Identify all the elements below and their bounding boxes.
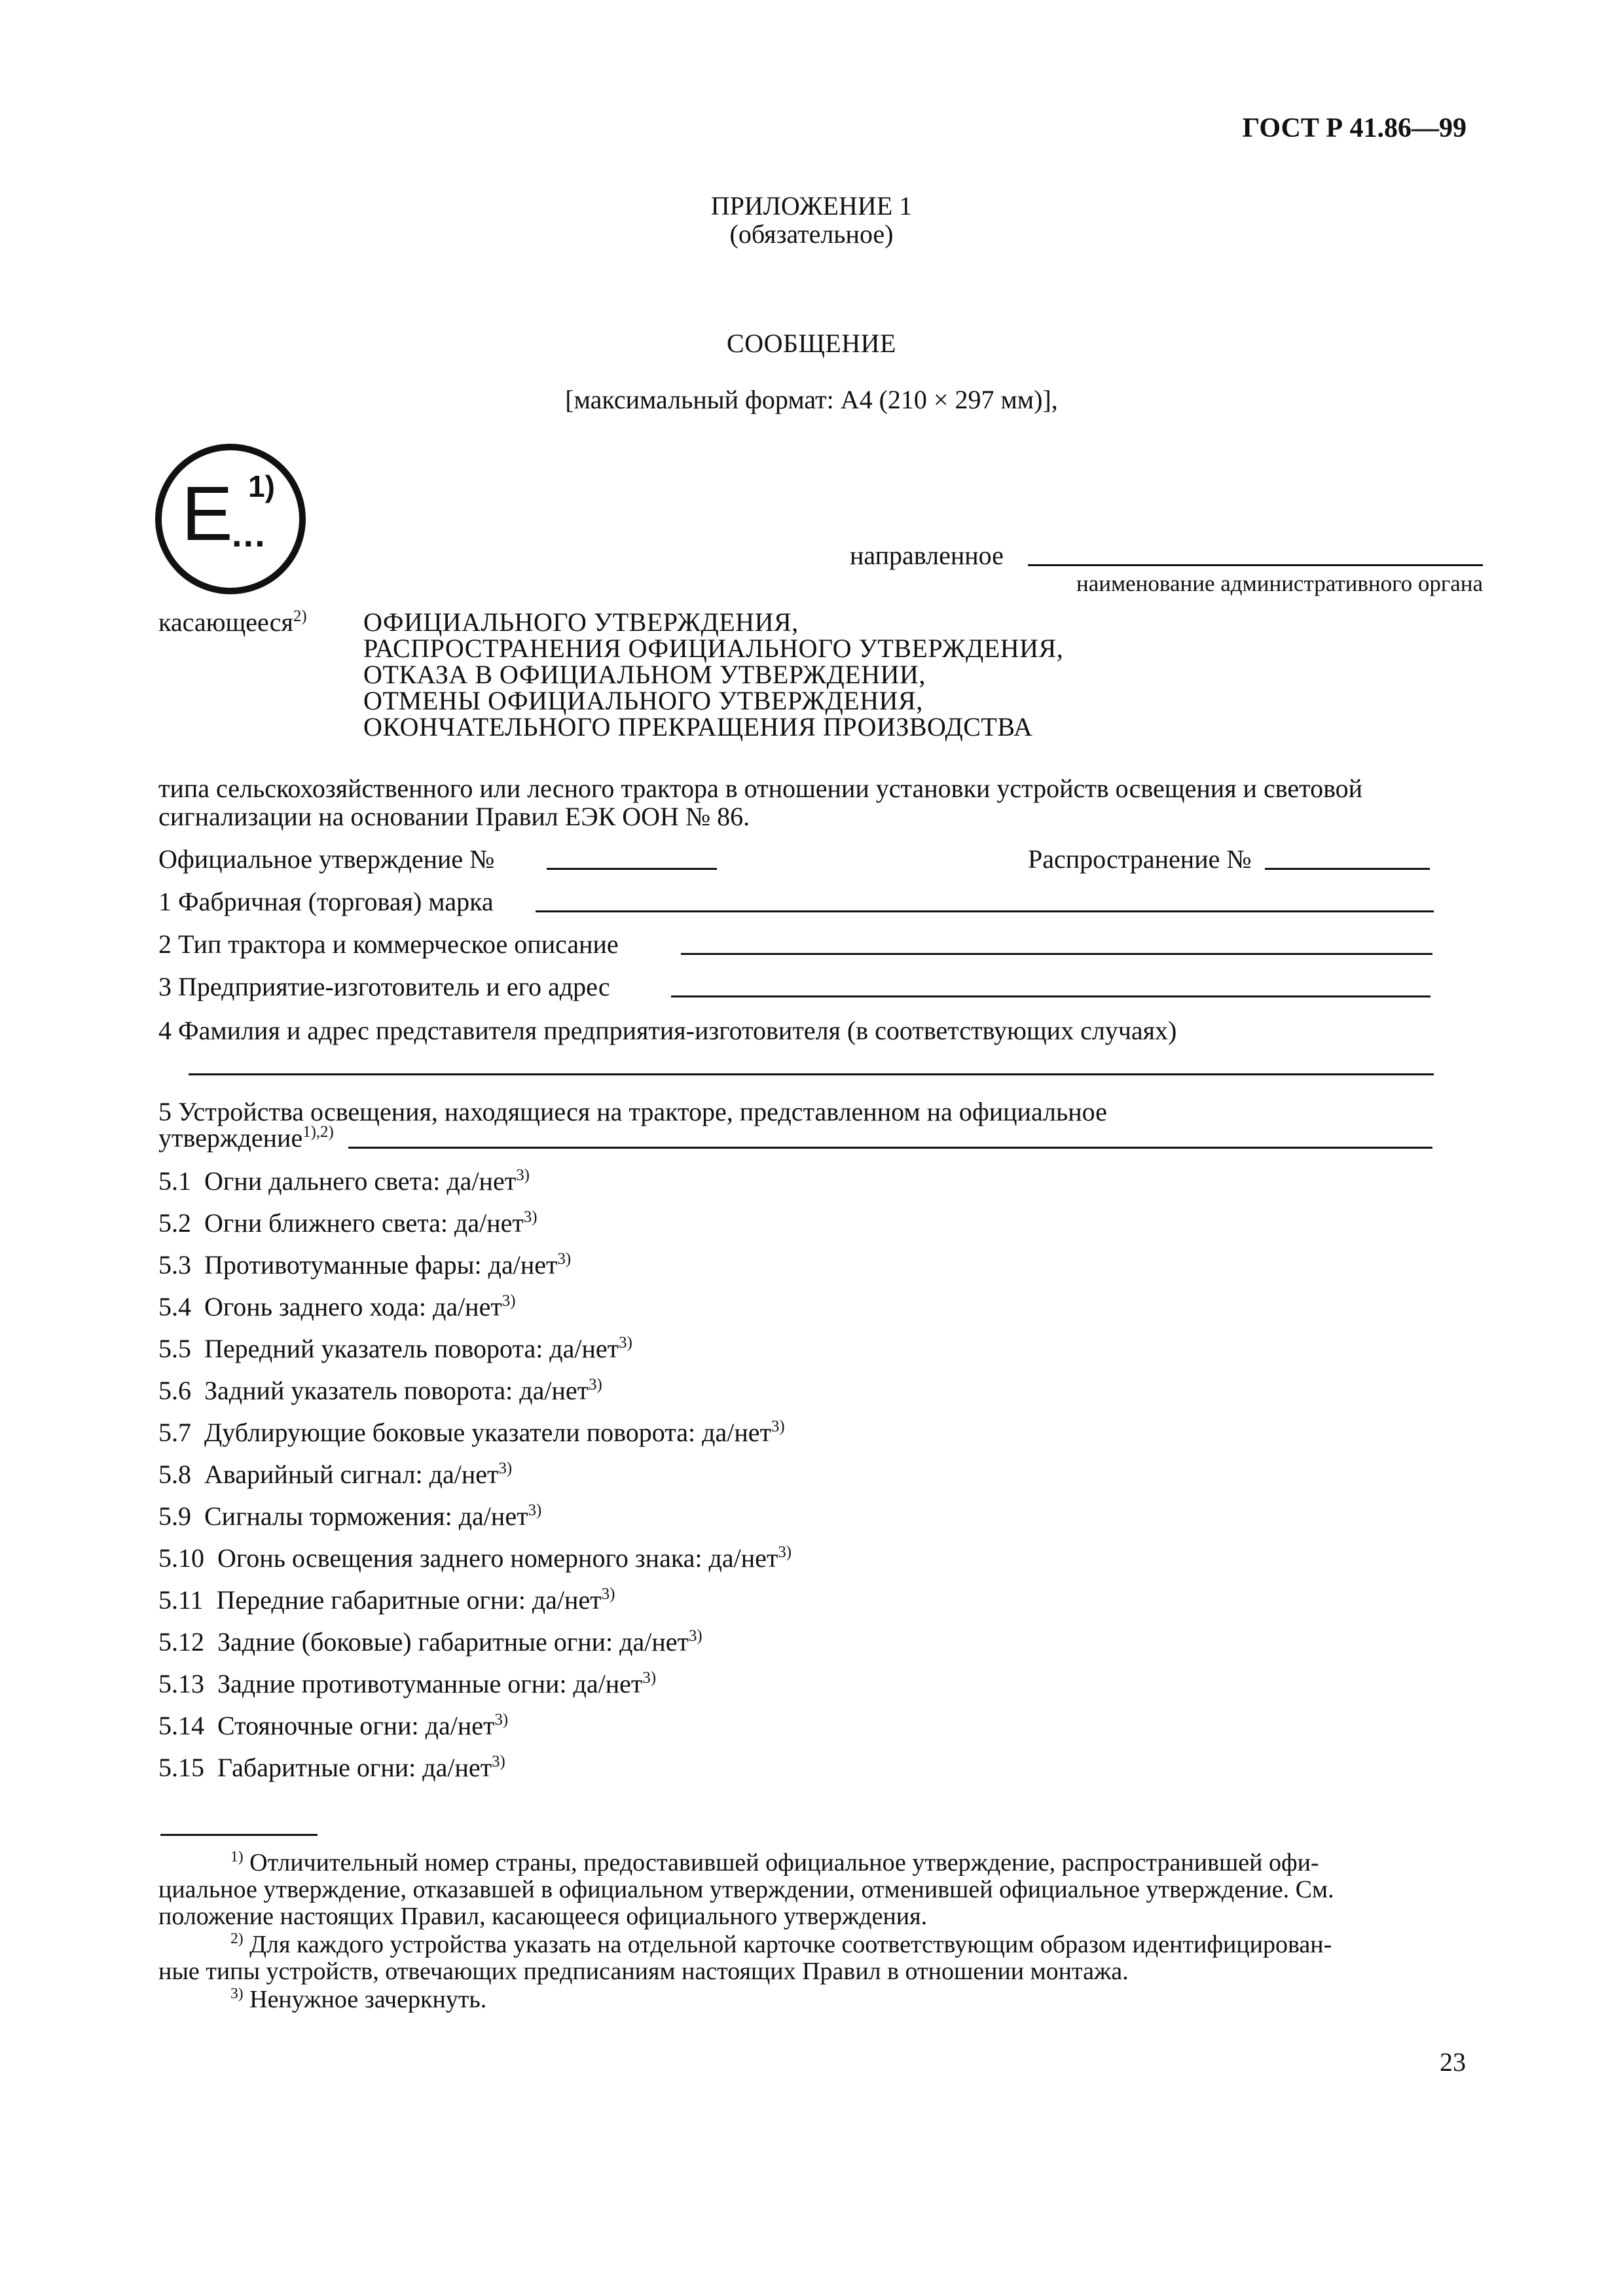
concerning-item-approval: ОФИЦИАЛЬНОГО УТВЕРЖДЕНИЯ, [363, 607, 799, 637]
concerning-footnote-ref: 2) [293, 607, 307, 626]
field-trade-name-label: 1 Фабричная (торговая) марка [158, 887, 494, 916]
field-representative-input[interactable] [189, 1073, 1434, 1075]
item-number: 5.3 [158, 1250, 191, 1280]
message-title: СООБЩЕНИЕ [727, 329, 896, 358]
list-item [158, 1585, 615, 1615]
item-number: 5.2 [158, 1208, 191, 1238]
intro-line-1: типа сельскохозяйственного или лесного трактора в отношении установки устройств освещения и световой [158, 774, 1363, 803]
item-footnote-ref: 3) [689, 1627, 702, 1645]
footnote-divider [160, 1834, 318, 1836]
item-number: 5.5 [158, 1334, 191, 1363]
sent-by-caption: наименование административного органа [1076, 571, 1483, 596]
approval-number-field[interactable] [547, 868, 717, 870]
item-text: Передний указатель поворота: да/нет [204, 1334, 619, 1363]
item-text: Сигналы торможения: да/нет [204, 1501, 528, 1531]
list-item [158, 1627, 702, 1657]
item-number: 5.13 [158, 1669, 204, 1698]
item-text: Дублирующие боковые указатели поворота: да/нет [204, 1418, 771, 1447]
item-number: 5.12 [158, 1627, 204, 1657]
item-number: 5.6 [158, 1376, 191, 1405]
extension-number-label: Распространение № [1028, 844, 1252, 874]
item-text: Передние габаритные огни: да/нет [216, 1585, 602, 1615]
concerning-item-extension: РАСПРОСТРАНЕНИЯ ОФИЦИАЛЬНОГО УТВЕРЖДЕНИЯ, [363, 634, 1064, 663]
concerning-item-discontinued: ОКОНЧАТЕЛЬНОГО ПРЕКРАЩЕНИЯ ПРОИЗВОДСТВА [363, 712, 1033, 742]
list-item [158, 1166, 530, 1196]
item-number: 5.1 [158, 1166, 191, 1196]
item-number: 5.10 [158, 1543, 204, 1573]
item-footnote-ref: 3) [771, 1418, 785, 1436]
item-text: Огонь заднего хода: да/нет [204, 1292, 502, 1321]
field-representative-label: 4 Фамилия и адрес представителя предприятия-изготовителя (в соответствующих случаях) [158, 1016, 1177, 1045]
field-manufacturer-input[interactable] [671, 996, 1431, 997]
field-tractor-type-input[interactable] [681, 953, 1432, 955]
item-footnote-ref: 3) [778, 1543, 792, 1562]
message-format: [максимальный формат: А4 (210 × 297 мм)], [565, 385, 1058, 414]
item-number: 5.15 [158, 1753, 204, 1782]
footnote-1-line-1: $^{1)}$ Отличительный номер страны, предоставившей официальное утверждение, распространившей офи- [230, 1848, 1319, 1876]
item-footnote-ref: 3) [557, 1250, 572, 1268]
item-number: 5.7 [158, 1418, 191, 1447]
footnote-2-line-1: $^{2)}$ Для каждого устройства указать на отдельной карточке соответствующим образом идентифицирован- [230, 1929, 1332, 1958]
item-footnote-ref: 3) [498, 1460, 513, 1478]
item-text: Задние противотуманные огни: да/нет [217, 1669, 643, 1698]
list-item [158, 1250, 571, 1280]
field-lighting-devices-label: 5 Устройства освещения, находящиеся на тракторе, представленном на официальное [158, 1097, 1107, 1126]
list-item [158, 1711, 508, 1741]
footnote-2-mark: 2) [230, 1929, 244, 1947]
item-number: 5.9 [158, 1501, 191, 1531]
item-text: Задний указатель поворота: да/нет [204, 1376, 589, 1405]
list-item [158, 1292, 515, 1322]
lighting-devices-footnote-ref: 1),2) [302, 1123, 334, 1141]
field-manufacturer-label: 3 Предприятие-изготовитель и его адрес [158, 972, 610, 1001]
item-footnote-ref: 3) [501, 1292, 516, 1310]
appendix-title: ПРИЛОЖЕНИЕ 1 [710, 191, 913, 221]
item-footnote-ref: 3) [494, 1711, 509, 1729]
sent-by-field[interactable] [1028, 564, 1483, 566]
list-item [158, 1669, 656, 1699]
item-text: Аварийный сигнал: да/нет [204, 1460, 499, 1489]
list-item [158, 1753, 505, 1783]
list-item [158, 1543, 792, 1573]
item-text: Габаритные огни: да/нет [217, 1753, 492, 1782]
item-footnote-ref: 3) [523, 1208, 538, 1227]
document-code: ГОСТ Р 41.86—99 [1242, 113, 1467, 143]
e-mark-letter: E [181, 471, 233, 557]
footnote-3-mark: 3) [230, 1984, 244, 2002]
field-tractor-type-label: 2 Тип трактора и коммерческое описание [158, 929, 619, 959]
list-item [158, 1501, 541, 1532]
approval-number-label: Официальное утверждение № [158, 844, 495, 874]
appendix-subtitle: (обязательное) [729, 219, 894, 249]
item-text: Стояночные огни: да/нет [217, 1711, 495, 1740]
concerning-item-refusal: ОТКАЗА В ОФИЦИАЛЬНОМ УТВЕРЖДЕНИИ, [363, 660, 926, 689]
item-footnote-ref: 3) [619, 1334, 632, 1352]
footnote-3-line-1: $^{3)}$ Ненужное зачеркнуть. [230, 1984, 487, 2013]
item-footnote-ref: 3) [589, 1376, 602, 1394]
footnote-1-line-3: положение настоящих Правил, касающееся официального утверждения. [158, 1903, 928, 1930]
item-footnote-ref: 3) [492, 1753, 505, 1771]
item-footnote-ref: 3) [601, 1585, 615, 1604]
intro-line-2: сигнализации на основании Правил ЕЭК ООН № 86. [158, 802, 750, 831]
list-item [158, 1418, 785, 1448]
item-number: 5.4 [158, 1292, 191, 1321]
e-mark-dots: ... [232, 513, 266, 554]
footnote-2-line-2: ные типы устройств, отвечающих предписаниям настоящих Правил в отношении монтажа. [158, 1958, 1129, 1985]
footnote-1-mark: 1) [230, 1848, 244, 1865]
e-mark-emblem [155, 444, 306, 594]
item-footnote-ref: 3) [642, 1669, 657, 1687]
item-text: Огни ближнего света: да/нет [204, 1208, 524, 1238]
page-number: 23 [1440, 2047, 1466, 2077]
item-text: Огонь освещения заднего номерного знака: да/нет [217, 1543, 778, 1573]
list-item [158, 1334, 632, 1364]
list-item [158, 1460, 512, 1490]
concerning-label: касающееся$^{2)}$ [158, 607, 307, 637]
list-item [158, 1376, 602, 1406]
footnote-1-line-2: циальное утверждение, отказавшей в официальном утверждении, отменившей официальное утверждение. См. [158, 1876, 1334, 1903]
field-trade-name-input[interactable] [536, 910, 1434, 912]
field-lighting-devices-label-cont: утверждение$^{1),2)}$ [158, 1123, 334, 1153]
sent-by-label: направленное [850, 541, 1004, 570]
extension-number-field[interactable] [1265, 868, 1430, 870]
item-footnote-ref: 3) [516, 1166, 530, 1185]
item-footnote-ref: 3) [528, 1501, 542, 1520]
field-lighting-devices-input[interactable] [348, 1147, 1432, 1149]
item-text: Задние (боковые) габаритные огни: да/нет [217, 1627, 689, 1657]
item-number: 5.11 [158, 1585, 204, 1615]
list-item [158, 1208, 538, 1238]
concerning-item-withdrawal: ОТМЕНЫ ОФИЦИАЛЬНОГО УТВЕРЖДЕНИЯ, [363, 686, 923, 715]
e-mark-number: 1) [248, 469, 275, 503]
item-number: 5.8 [158, 1460, 191, 1489]
item-text: Огни дальнего света: да/нет [204, 1166, 517, 1196]
item-number: 5.14 [158, 1711, 204, 1740]
item-text: Противотуманные фары: да/нет [204, 1250, 558, 1280]
